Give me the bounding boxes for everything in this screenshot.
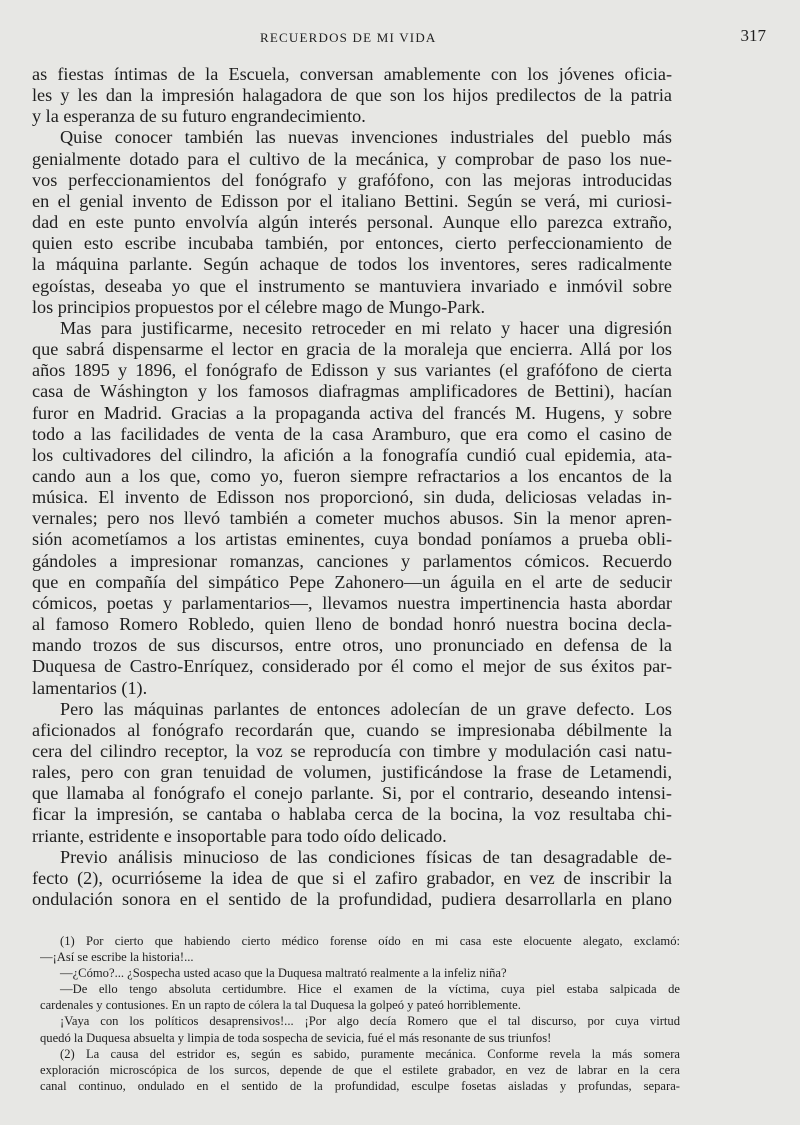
- text-line: los cultivadores del cilindro, la afición a la fonografía cundió cual epidemia, ata-: [32, 444, 672, 465]
- text-line: años 1895 y 1896, el fonógrafo de Edisson y sus variantes (el grafófono de cierta: [32, 360, 672, 381]
- text-line: as fiestas íntimas de la Escuela, conversan amablemente con los jóvenes oficia-: [32, 64, 672, 84]
- footnote-line: (1) Por cierto que habiendo cierto médico forense oído en mi casa este elocuente alegato, exclamó:: [60, 934, 680, 948]
- text-line: la máquina parlante. Según achaque de todos los inventores, seres radicalmente: [32, 254, 672, 275]
- text-line: quien esto escribe incubaba también, por entonces, cierto perfeccionamiento de: [32, 233, 672, 254]
- text-line: fecto (2), ocurrióseme la idea de que si el zafiro grabador, en vez de inscribir la: [32, 867, 672, 888]
- text-line: al famoso Romero Robledo, quien lleno de bondad honró nuestra bocina decla-: [32, 614, 672, 635]
- text-line: furor en Madrid. Gracias a la propaganda activa del francés M. Hugens, y sobre: [32, 402, 672, 423]
- footnote-line: —¡Así se escribe la historia!...: [40, 950, 194, 965]
- text-line: egoístas, deseaba yo que el instrumento se mantuviera invariado e inmóvil sobre: [32, 275, 672, 296]
- text-line: que en compañía del simpático Pepe Zahonero—un águila en el arte de seducir: [32, 571, 672, 592]
- text-line: ficar la impresión, se cantaba o hablaba cerca de la bocina, la voz resultaba chi-: [32, 804, 672, 825]
- text-line: en el genial invento de Edisson por el italiano Bettini. Según se verá, mi curiosi-: [32, 190, 672, 211]
- footnote-line: (2) La causa del estridor es, según es sabido, puramente mecánica. Conforme revela la más somera: [60, 1046, 680, 1061]
- text-line: dad en este punto envolvía algún interés personal. Aunque ello parezca extraño,: [32, 212, 672, 233]
- footnote-line: —¿Cómo?... ¿Sospecha usted acaso que la Duquesa maltrató realmente a la infeliz niña?: [60, 966, 507, 981]
- text-line: lamentarios (1).: [32, 677, 148, 698]
- text-line: mando trozos de sus discursos, entre otros, uno pronunciado en defensa de la: [32, 635, 672, 656]
- text-line: rriante, estridente e insoportable para todo oído delicado.: [32, 825, 447, 846]
- text-line: casa de Wáshington y los famosos diafragmas amplificadores de Bettini), hacían: [32, 381, 672, 402]
- text-line: que sabrá dispensarme el lector en gracia de la moraleja que encierra. Allá por los: [32, 339, 672, 360]
- text-line: Pero las máquinas parlantes de entonces adolecían de un grave defecto. Los: [60, 698, 672, 719]
- text-line: ondulación sonora en el sentido de la profundidad, pudiera desarrollarla en plano: [32, 889, 672, 910]
- text-line: todo a las facilidades de venta de la casa Aramburo, que era como el casino de: [32, 423, 672, 444]
- footnote-line: ¡Vaya con los políticos desaprensivos!... ¡Por algo decía Romero que el tal discurso, por cuya virtud: [60, 1014, 680, 1029]
- text-line: Mas para justificarme, necesito retroceder en mi relato y hacer una digresión: [60, 317, 672, 338]
- footnote-line: canal continuo, ondulado en el sentido de la profundidad, esculpe fosetas aisladas y profundas, separa-: [40, 1078, 680, 1093]
- text-line: música. El invento de Edisson nos proporcionó, sin duda, deliciosas veladas in-: [32, 487, 672, 508]
- text-line: aficionados al fonógrafo recordarán que, cuando se impresionaba débilmente la: [32, 719, 672, 740]
- text-line: rales, pero con gran tenuidad de volumen, justificándose la frase de Letamendi,: [32, 762, 672, 783]
- footnote-line: —De ello tengo absoluta certidumbre. Hice el examen de la víctima, cuya piel estaba salpicada de: [60, 982, 680, 997]
- text-line: gándoles a impresionar romanzas, canciones y parlamentos cómicos. Recuerdo: [32, 550, 672, 571]
- text-line: cera del cilindro receptor, la voz se reproducía con timbre y modulación casi natu-: [32, 741, 672, 761]
- footnote-line: cardenales y contusiones. En un rapto de cólera la tal Duquesa la golpeó y pateó horriblemente.: [40, 998, 521, 1013]
- text-line: Quise conocer también las nuevas invenciones industriales del pueblo más: [60, 127, 672, 148]
- text-line: sión acometíamos a los artistas eminentes, cuya bondad poníamos a prueba obli-: [32, 529, 672, 550]
- text-line: y la esperanza de su futuro engrandecimiento.: [32, 106, 366, 127]
- page-number: 317: [740, 26, 766, 45]
- text-line: vos perfeccionamientos del fonógrafo y grafófono, con las mejoras introducidas: [32, 169, 672, 190]
- body-text: [32, 64, 672, 910]
- text-line: cómicos, poetas y parlamentarios—, llevamos nuestra impertinencia hasta abordar: [32, 592, 672, 613]
- footnote-line: quedó la Duquesa absuelta y limpia de toda sospecha de sevicia, fué el más resonante de sus triunfos!: [40, 1030, 552, 1045]
- footnotes: [40, 933, 680, 1094]
- text-line: genialmente dotado para el cultivo de la mecánica, y comprobar de paso los nue-: [32, 148, 672, 169]
- running-title: RECUERDOS DE MI VIDA: [260, 30, 437, 45]
- text-line: Previo análisis minucioso de las condiciones físicas de tan desagradable de-: [60, 846, 672, 867]
- text-line: los principios propuestos por el célebre mago de Mungo-Park.: [32, 296, 486, 317]
- text-line: les y les dan la impresión halagadora de que son los hijos predilectos de la patria: [32, 85, 672, 106]
- text-line: vernales; pero nos llevó también a cometer muchos abusos. Sin la menor apren-: [32, 508, 672, 529]
- page-header: [30, 22, 772, 50]
- text-line: cando aun a los que, como yo, fueron siempre refractarios a los encantos de la: [32, 465, 672, 486]
- text-line: que llamaba al fonógrafo el conejo parlante. Si, por el contrario, deseando intensi-: [32, 783, 672, 804]
- footnote-line: exploración microscópica de los surcos, depende de que el estilete grabador, en vez de labrar en la cera: [40, 1062, 680, 1077]
- text-line: Duquesa de Castro-Enríquez, considerado por él como el mejor de sus éxitos par-: [32, 656, 672, 677]
